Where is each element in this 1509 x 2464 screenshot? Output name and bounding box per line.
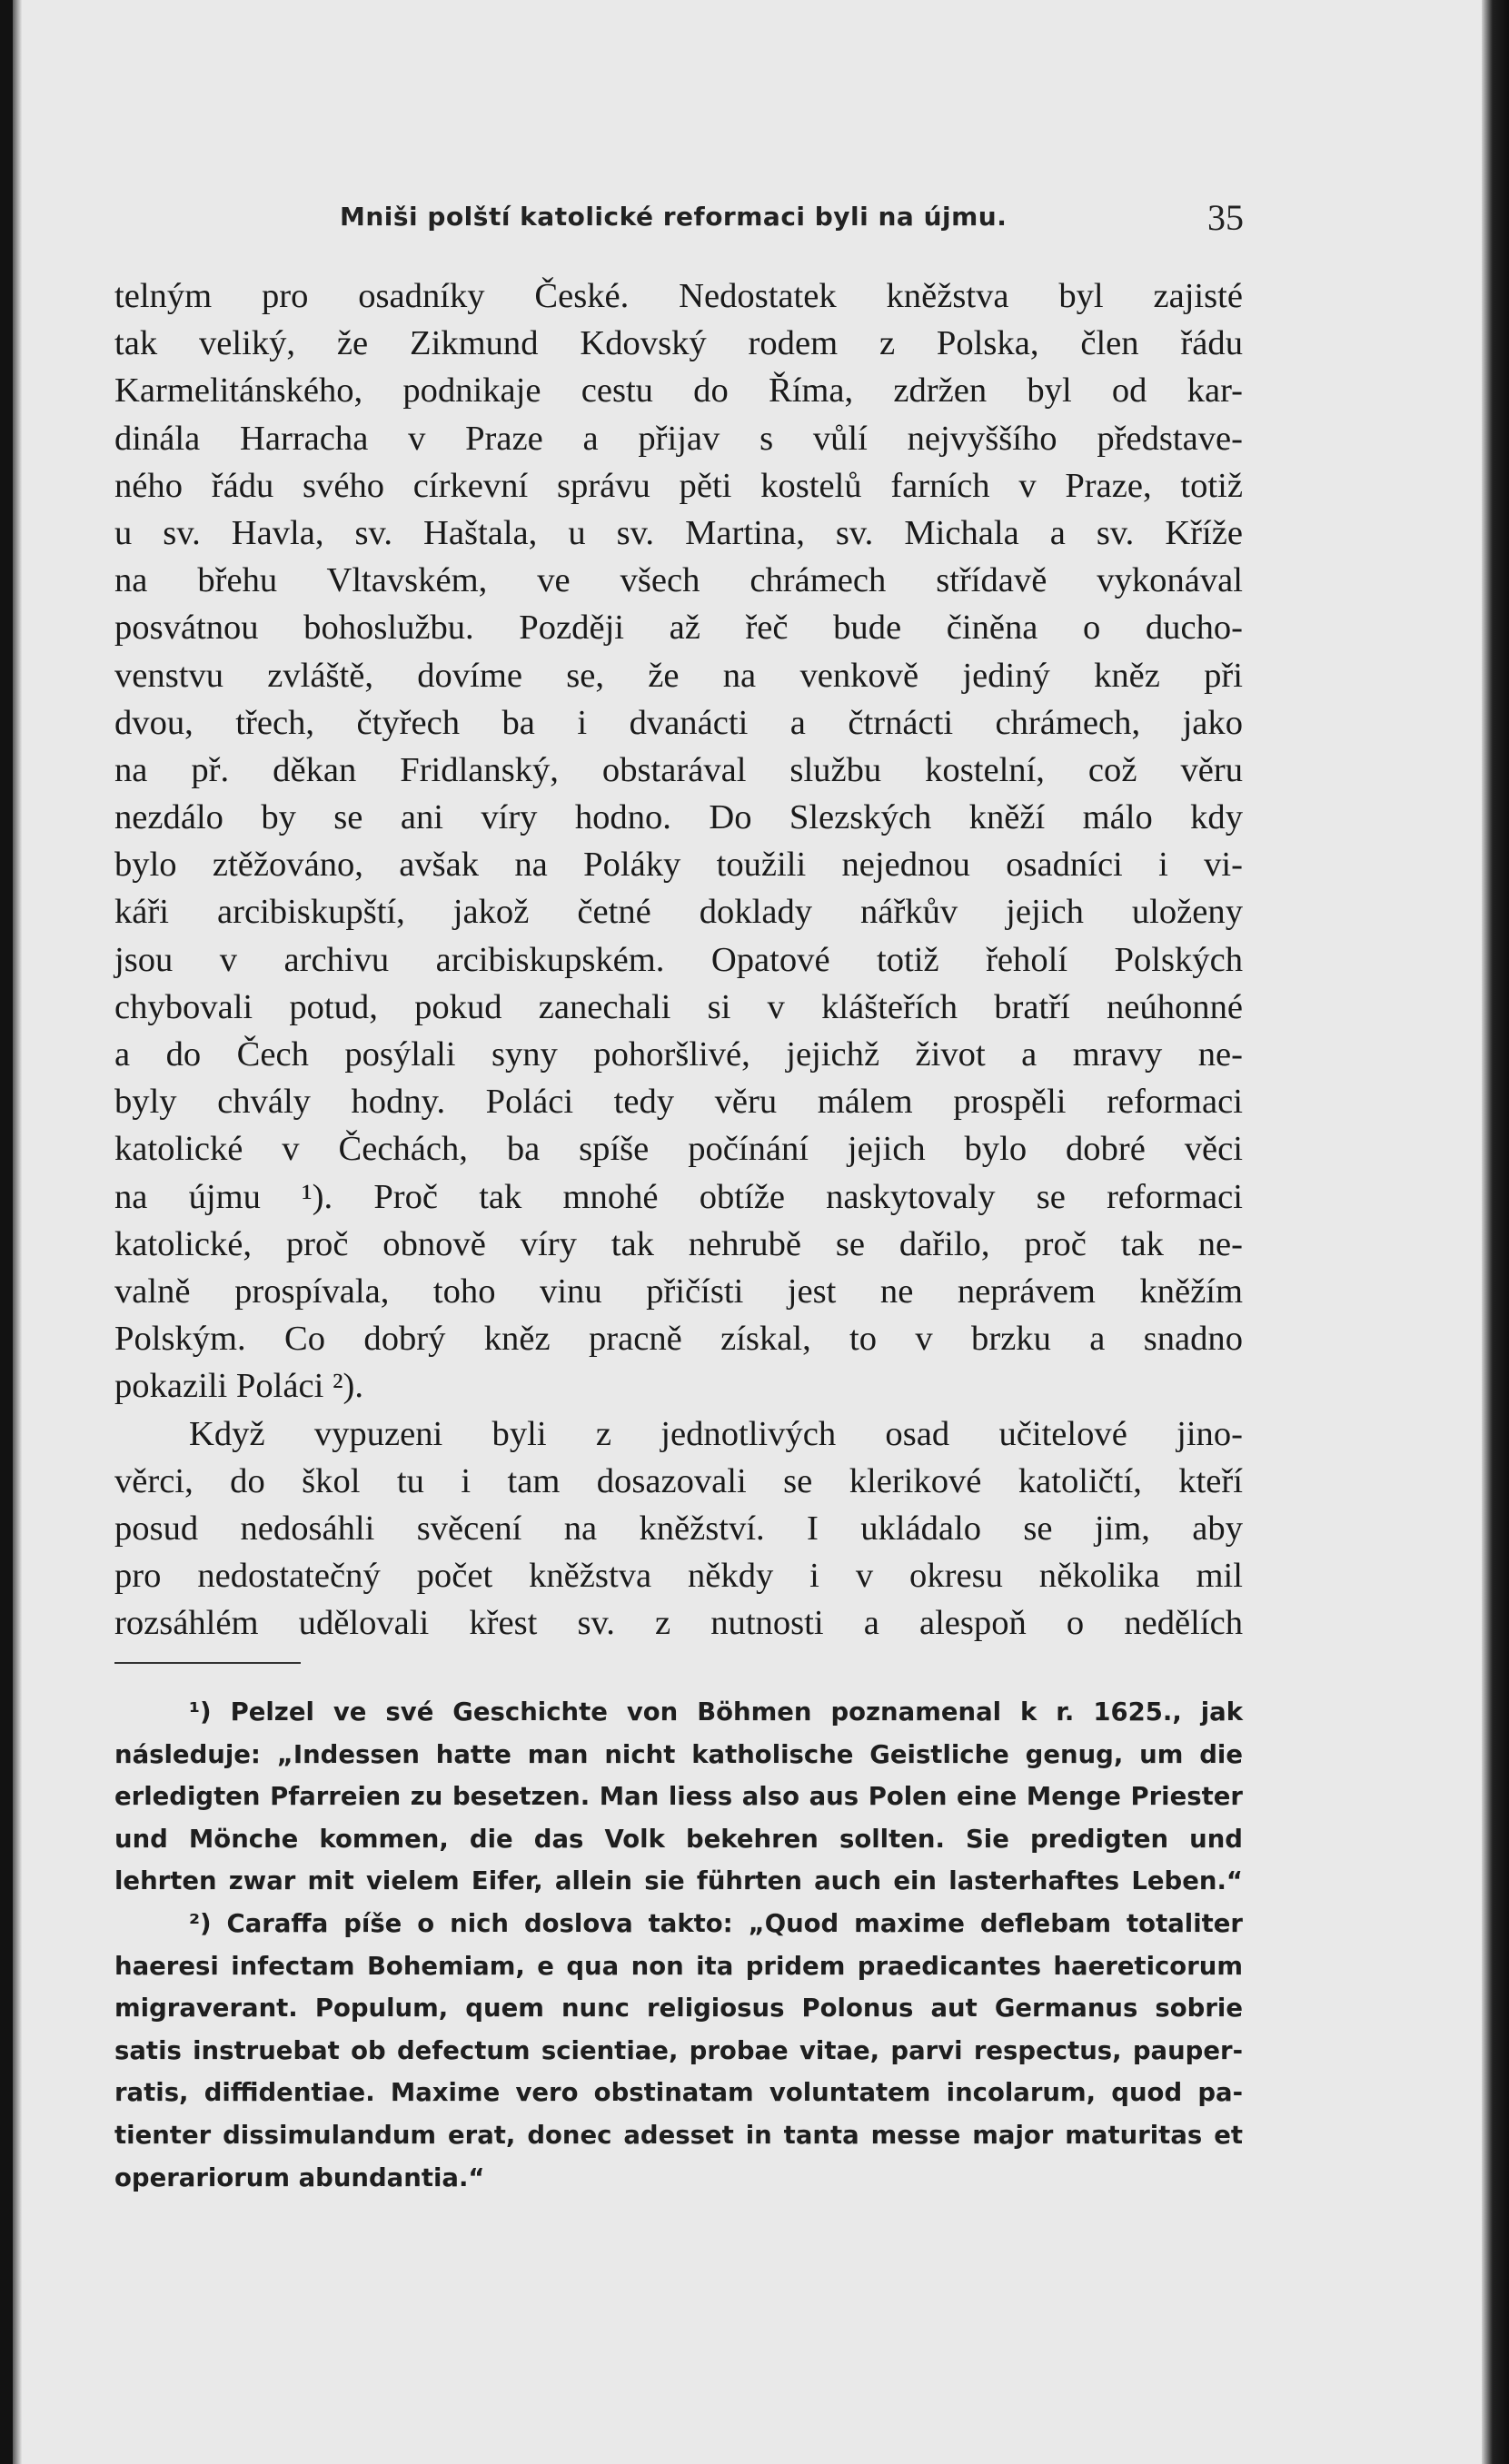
footnote-line: und Mönche kommen, die das Volk bekehren sollten. Sie predigten und xyxy=(114,1824,1243,1854)
footnote-line: následuje: „Indessen hatte man nicht katholische Geistliche genug, um die xyxy=(114,1739,1243,1769)
text-line: Karmelitánského, podnikaje cestu do Říma, zdržen byl od kar- xyxy=(114,371,1243,411)
text-line: a do Čech posýlali syny pohoršlivé, jejichž život a mravy ne- xyxy=(114,1035,1243,1074)
text-line: pro nedostatečný počet kněžstva někdy i v okresu několika mil xyxy=(114,1557,1243,1596)
footnote-divider xyxy=(114,1662,301,1664)
text-line: káři arcibiskupští, jakož četné doklady nářkův jejich uloženy xyxy=(114,893,1243,932)
footnote-line: tienter dissimulandum erat, donec adesset in tanta messe major maturitas et xyxy=(114,2120,1243,2150)
text-line: na újmu ¹). Proč tak mnohé obtíže naskytovaly se reformaci xyxy=(114,1177,1243,1216)
text-line: telným pro osadníky České. Nedostatek kněžstva byl zajisté xyxy=(114,277,1243,315)
footnote-line: ¹) Pelzel ve své Geschichte von Böhmen poznamenal k r. 1625., jak xyxy=(189,1697,1243,1727)
footnote-line: erledigten Pfarreien zu besetzen. Man liess also aus Polen eine Menge Priester xyxy=(114,1782,1243,1812)
text-line: pokazili Poláci ²). xyxy=(114,1367,364,1406)
footnote-line: operariorum abundantia.“ xyxy=(114,2162,485,2192)
footnote-line: ²) Caraffa píše o nich doslova takto: „Quod maxime deflebam totaliter xyxy=(189,1908,1243,1938)
text-line: na př. děkan Fridlanský, obstarával službu kostelní, což věru xyxy=(114,750,1243,789)
text-line: bylo ztěžováno, avšak na Poláky toužili nejednou osadníci i vi- xyxy=(114,846,1243,885)
text-line: dinála Harracha v Praze a přijav s vůlí nejvyššího představe- xyxy=(114,419,1243,458)
footnote-line: migraverant. Populum, quem nunc religiosus Polonus aut Germanus sobrie xyxy=(114,1994,1243,2024)
text-line: byly chvály hodny. Poláci tedy věru málem prospěli reformaci xyxy=(114,1083,1243,1122)
footnote-line: haeresi infectam Bohemiam, e qua non ita pridem praedicantes haereticorum xyxy=(114,1951,1243,1981)
running-title: Mniši polští katolické reformaci byli na újmu. xyxy=(340,202,1008,232)
footnotes xyxy=(114,1691,1243,2199)
text-line: venstvu zvláště, dovíme se, že na venkově jediný kněz při xyxy=(114,656,1243,695)
text-line: posvátnou bohoslužbu. Později až řeč bude činěna o ducho- xyxy=(114,609,1243,648)
footnote-line: lehrten zwar mit vielem Eifer, allein sie führten auch ein lasterhaftes Leben.“ xyxy=(114,1866,1243,1896)
text-line: katolické, proč obnově víry tak nehrubě se dařilo, proč tak ne- xyxy=(114,1224,1243,1263)
text-line: nezdálo by se ani víry hodno. Do Slezských kněží málo kdy xyxy=(114,798,1243,837)
text-line: dvou, třech, čtyřech ba i dvanácti a čtrnácti chrámech, jako xyxy=(114,703,1243,742)
footnote-line: satis instruebat ob defectum scientiae, probae vitae, parvi respectus, pauper- xyxy=(114,2035,1243,2065)
text-line: na břehu Vltavském, ve všech chrámech střídavě vykonával xyxy=(114,561,1243,600)
text-line: chybovali potud, pokud zanechali si v klášteřích bratří neúhonné xyxy=(114,987,1243,1026)
text-line: Polským. Co dobrý kněz pracně získal, to v brzku a snadno xyxy=(114,1320,1243,1359)
text-line: tak veliký, že Zikmund Kdovský rodem z Polska, člen řádu xyxy=(114,324,1243,363)
text-line: katolické v Čechách, ba spíše počínání jejich bylo dobré věci xyxy=(114,1130,1243,1169)
page-header xyxy=(340,197,1244,243)
text-line: věrci, do škol tu i tam dosazovali se klerikové katoličtí, kteří xyxy=(114,1461,1243,1500)
main-text xyxy=(114,272,1243,1647)
text-line: Když vypuzeni byli z jednotlivých osad učitelové jino- xyxy=(189,1414,1243,1453)
text-line: jsou v archivu arcibiskupském. Opatové totiž řeholí Polských xyxy=(114,940,1243,979)
text-line: valně prospívala, toho vinu přičísti jest ne neprávem kněžím xyxy=(114,1272,1243,1311)
page-number: 35 xyxy=(1207,197,1244,238)
text-line: ného řádu svého církevní správu pěti kostelů farních v Praze, totiž xyxy=(114,466,1243,505)
text-line: posud nedosáhli svěcení na kněžství. I ukládalo se jim, aby xyxy=(114,1509,1243,1548)
text-line: rozsáhlém udělovali křest sv. z nutnosti a alespoň o nedělích xyxy=(114,1604,1243,1643)
footnote-line: ratis, diffidentiae. Maxime vero obstinatam voluntatem incolarum, quod pa- xyxy=(114,2078,1243,2108)
text-line: u sv. Havla, sv. Haštala, u sv. Martina, sv. Michala a sv. Kříže xyxy=(114,513,1243,552)
